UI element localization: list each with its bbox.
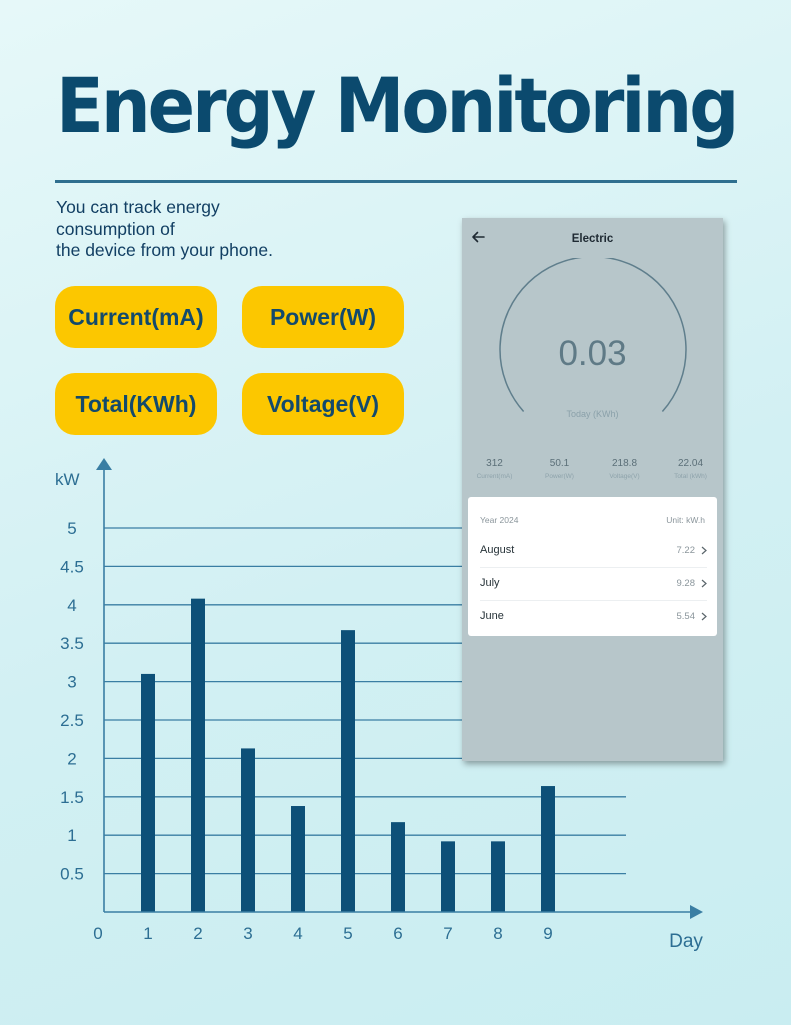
x-tick-label: 2: [193, 924, 203, 943]
phone-title: Electric: [571, 233, 614, 245]
bar: [291, 806, 305, 912]
x-tick-label: 7: [443, 924, 453, 943]
stat-current: [462, 458, 527, 480]
x-axis-arrow-icon: [690, 905, 703, 919]
month-name: August: [480, 544, 515, 556]
x-tick-label: 9: [543, 924, 553, 943]
bar: [191, 599, 205, 912]
stat-power: [527, 458, 592, 480]
stat-label: Total (kWh): [674, 473, 707, 480]
month-row-august[interactable]: [480, 534, 707, 568]
stat-value: 312: [486, 458, 503, 469]
y-tick-label: 0.5: [60, 864, 84, 884]
x-tick-label: 8: [493, 924, 503, 943]
stat-value: 218.8: [611, 458, 638, 469]
stat-value: 22.04: [677, 458, 704, 469]
stat-total: [658, 458, 723, 480]
month-value: 7.22: [676, 545, 695, 556]
bar: [491, 841, 505, 912]
x-tick-label: 3: [243, 924, 253, 943]
bar: [441, 841, 455, 912]
stat-value: 50.1: [549, 458, 570, 469]
bar: [541, 786, 555, 912]
unit-label: Unit: kW.h: [666, 515, 705, 525]
month-value: 9.28: [676, 578, 695, 589]
month-row-july[interactable]: [480, 567, 707, 601]
monthly-usage-card: [468, 497, 717, 636]
y-tick-label: 3.5: [60, 634, 84, 654]
stat-voltage: [592, 458, 657, 480]
chevron-right-icon: [701, 546, 707, 555]
stat-label: Voltage(V): [609, 473, 640, 480]
y-axis-arrow-icon: [96, 458, 112, 470]
y-tick-label: 1.5: [60, 787, 84, 807]
x-tick-label: 4: [293, 924, 303, 943]
x-tick-label: 1: [143, 924, 153, 943]
gauge-value: 0.03: [558, 334, 627, 373]
y-tick-label: 2: [67, 749, 77, 769]
total-kwh-pill: Total(KWh): [55, 373, 217, 435]
y-tick-label: 4.5: [60, 557, 84, 577]
stat-label: Power(W): [545, 473, 574, 480]
y-axis-label: kW: [55, 470, 80, 489]
description-line: the device from your phone.: [56, 240, 273, 260]
y-tick-label: 1: [67, 826, 77, 846]
chevron-right-icon: [701, 612, 707, 621]
month-value: 5.54: [676, 611, 695, 622]
phone-screenshot: [462, 218, 723, 761]
description-line: consumption of: [56, 218, 175, 239]
y-tick-label: 2.5: [60, 711, 84, 730]
y-tick-label: 3: [67, 672, 77, 692]
month-row-june[interactable]: [480, 600, 707, 633]
x-tick-label: 5: [343, 924, 353, 943]
phone-bottom-area: [462, 638, 723, 761]
month-name: July: [480, 577, 500, 589]
page-title: Energy Monitoring: [56, 62, 737, 151]
bar: [141, 674, 155, 912]
year-label: Year 2024: [480, 515, 519, 525]
y-tick-label: 5: [67, 519, 77, 538]
current-ma-pill: Current(mA): [55, 286, 217, 348]
description-line: You can track energy: [56, 197, 220, 217]
gauge-label: Today (KWh): [566, 409, 619, 419]
power-w-pill: Power(W): [242, 286, 404, 348]
x-tick-label: 6: [393, 924, 403, 943]
bar: [241, 748, 255, 912]
x-axis-label: Day: [669, 931, 703, 952]
month-name: June: [480, 610, 504, 622]
bar: [391, 822, 405, 912]
y-tick-label: 4: [67, 595, 77, 615]
bar: [341, 630, 355, 912]
origin-label: 0: [93, 924, 103, 943]
voltage-v-pill: Voltage(V): [242, 373, 404, 435]
stat-label: Current(mA): [476, 473, 513, 480]
chevron-right-icon: [701, 579, 707, 588]
